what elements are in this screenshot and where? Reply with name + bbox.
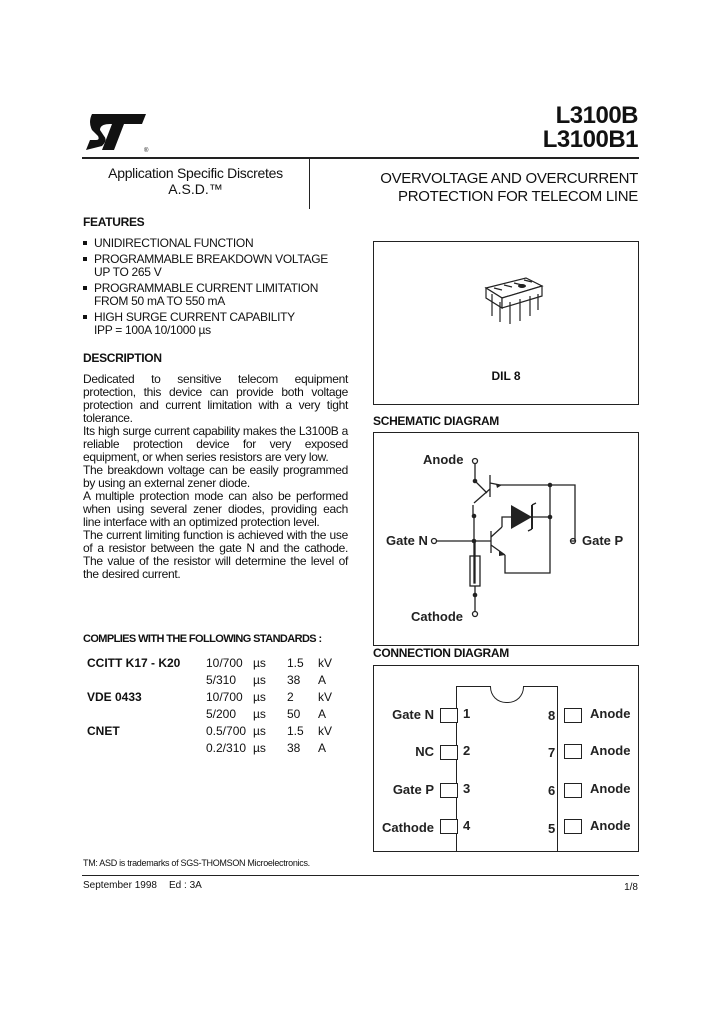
connection-box: [373, 665, 639, 852]
description-paragraph: A multiple protection mode can also be performed when using several zener diodes, providing each line interface with an optimized protection level.: [83, 489, 348, 529]
dil8-package-icon: [374, 242, 638, 352]
ic-body: [456, 686, 558, 852]
st-logo: [82, 106, 154, 154]
bullet-icon: [83, 241, 87, 245]
pin-5-pad: [564, 819, 582, 834]
part-number-1: L3100B: [555, 102, 638, 129]
description-paragraph: Its high surge current capability makes the L3100B a reliable protection device for very exposed equipment, or when series resistors are very low.: [83, 424, 348, 464]
feature-item: PROGRAMMABLE BREAKDOWN VOLTAGE UP TO 265 V: [83, 253, 328, 279]
pin-7-pad: [564, 744, 582, 759]
pin-2-number: 2: [463, 743, 471, 758]
feature-item: PROGRAMMABLE CURRENT LIMITATION FROM 50 mA TO 550 mA: [83, 282, 318, 308]
part-number-2: L3100B1: [542, 126, 638, 153]
pin-2-pad: [440, 745, 458, 760]
pin-6-pad: [564, 783, 582, 798]
footer-date: September 1998: [83, 880, 157, 891]
pin-7-label: Anode: [590, 743, 631, 758]
standards-heading: COMPLIES WITH THE FOLLOWING STANDARDS :: [83, 633, 322, 645]
description-paragraph: Dedicated to sensitive telecom equipment protection, this device can provide both voltage protection and current limitation with a very tight tolerance.: [83, 372, 348, 425]
pin-8-label: Anode: [590, 706, 631, 721]
bullet-icon: [83, 286, 87, 290]
schematic-gate-p-label: Gate P: [582, 533, 624, 548]
pin-6-label: Anode: [590, 781, 631, 796]
description-heading: DESCRIPTION: [83, 351, 162, 365]
pin-3-pad: [440, 783, 458, 798]
pin-4-label: Cathode: [382, 820, 434, 835]
schematic-cathode-label: Cathode: [411, 609, 463, 624]
description-body: [83, 373, 348, 581]
pin-8-number: 8: [548, 708, 556, 723]
pin-7-number: 7: [548, 745, 556, 760]
bullet-icon: [83, 315, 87, 319]
schematic-heading: SCHEMATIC DIAGRAM: [373, 414, 500, 428]
package-label: DIL 8: [491, 369, 521, 383]
pin-5-label: Anode: [590, 818, 631, 833]
pin-8-pad: [564, 708, 582, 723]
pin-5-number: 5: [548, 821, 556, 836]
package-box: [373, 241, 639, 405]
svg-text:®: ®: [144, 148, 149, 154]
schematic-anode-label: Anode: [423, 452, 464, 467]
page-number: 1/8: [624, 882, 638, 893]
footer-edition: Ed : 3A: [169, 880, 202, 891]
pin-3-number: 3: [463, 781, 471, 796]
asd-title-line1: Application Specific Discretes: [108, 165, 283, 181]
pin-4-number: 4: [463, 818, 471, 833]
footer-rule: [82, 875, 639, 876]
doc-title-line1: OVERVOLTAGE AND OVERCURRENT: [380, 170, 638, 187]
pin-4-pad: [440, 819, 458, 834]
doc-title-line2: PROTECTION FOR TELECOM LINE: [398, 188, 638, 205]
header-rule: [82, 157, 639, 159]
feature-item: UNIDIRECTIONAL FUNCTION: [83, 237, 253, 250]
bullet-icon: [83, 257, 87, 261]
schematic-box: [373, 432, 639, 646]
pin-3-label: Gate P: [392, 782, 434, 797]
trademark-note: TM: ASD is trademarks of SGS-THOMSON Microelectronics.: [83, 858, 310, 868]
description-paragraph: The current limiting function is achieved with the use of a resistor between the gate N and the cathode. The value of the resistor will determine the level of the desired current.: [83, 528, 348, 581]
asd-title-line2: A.S.D.™: [168, 181, 223, 197]
description-paragraph: The breakdown voltage can be easily programmed by using an external zener diode.: [83, 463, 348, 490]
pin-2-label: NC: [415, 744, 434, 759]
features-heading: FEATURES: [83, 215, 145, 229]
pin-1-number: 1: [463, 706, 471, 721]
schematic-gate-n-label: Gate N: [386, 533, 428, 548]
pin-6-number: 6: [548, 783, 556, 798]
pin-1-pad: [440, 708, 458, 723]
header-divider: [309, 157, 310, 209]
feature-item: HIGH SURGE CURRENT CAPABILITY IPP = 100A 10/1000 µs: [83, 311, 295, 337]
connection-heading: CONNECTION DIAGRAM: [373, 646, 509, 660]
pin-1-label: Gate N: [392, 707, 434, 722]
